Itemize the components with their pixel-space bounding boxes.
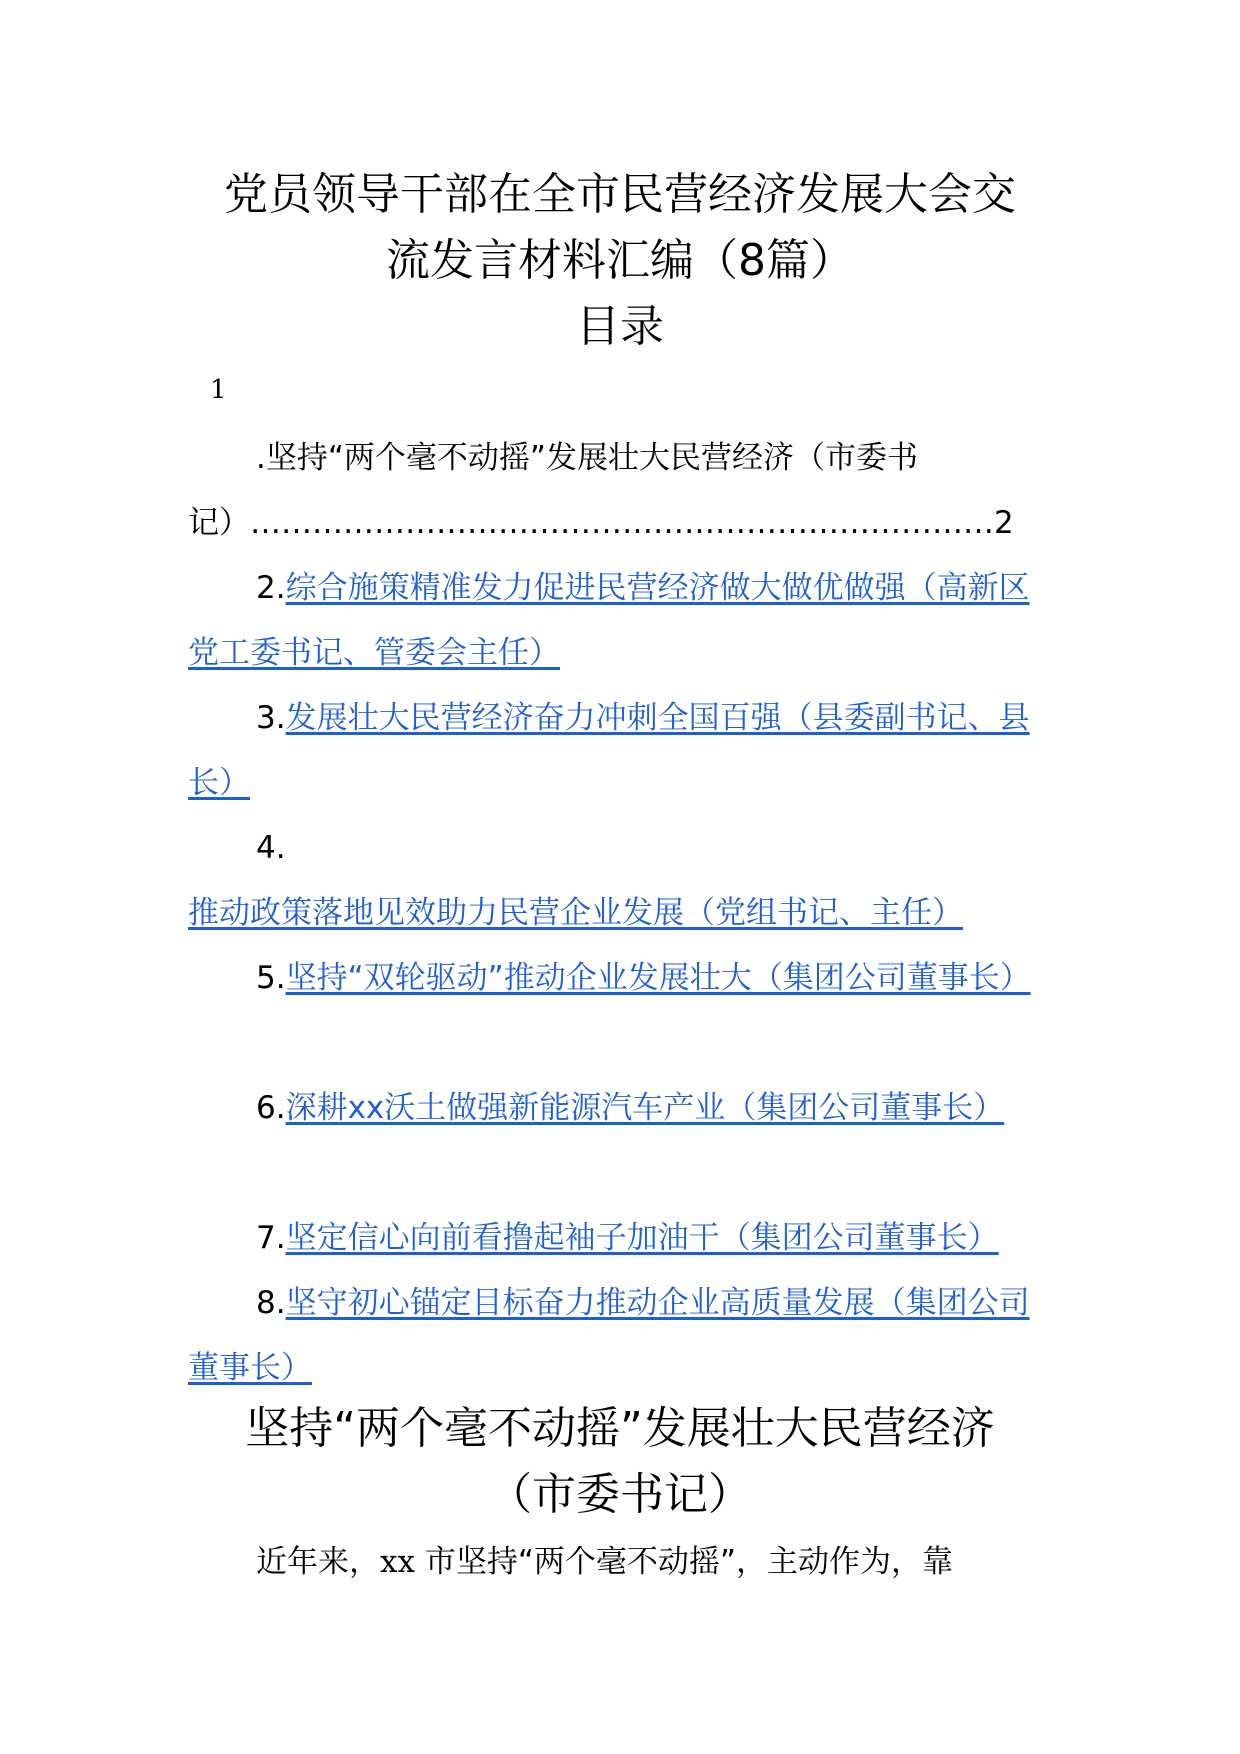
toc-item-4-prefix: 4.: [256, 830, 286, 866]
toc-item-3-prefix: 3.: [256, 700, 286, 736]
toc-item-1-page: 2: [994, 505, 1014, 541]
toc-item-1-dots: ………………………………………………………………: [250, 505, 994, 541]
document-title: [180, 162, 1060, 294]
toc-item-3: [188, 686, 1050, 816]
toc-item-1-text: 坚持“两个毫不动摇”发展壮大民营经济（市委书: [265, 440, 918, 476]
toc-link-5[interactable]: 坚持“双轮驱动”推动企业发展壮大（集团公司董事长）: [285, 960, 1031, 996]
article-body-paragraph: [188, 1532, 1050, 1592]
toc-item-5-prefix: 5.: [256, 960, 286, 996]
toc-item-7-prefix: 7.: [256, 1220, 286, 1256]
toc-link-8[interactable]: 坚守初心锚定目标奋力推动企业高质量发展（集团公司董事长）: [188, 1285, 1030, 1386]
toc-item-2: [188, 556, 1050, 686]
toc-item-1-prefix: .: [256, 440, 266, 476]
toc-item-1-text-cont: 记）: [188, 505, 250, 541]
toc-link-3[interactable]: 发展壮大民营经济奋力冲刺全国百强（县委副书记、县长）: [188, 700, 1030, 801]
toc-link-6[interactable]: 深耕xx沃土做强新能源汽车产业（集团公司董事长）: [285, 1090, 1005, 1126]
toc-item-6: [188, 1076, 1050, 1141]
toc-heading: 目录: [576, 301, 664, 352]
toc-link-2[interactable]: 综合施策精准发力促进民营经济做大做优做强（高新区党工委书记、管委会主任）: [188, 570, 1030, 671]
toc-item-1[interactable]: [188, 426, 1050, 556]
article-title: [180, 1396, 1060, 1528]
toc-item-8-prefix: 8.: [256, 1285, 286, 1321]
article-body-part3: 市坚持“两个毫不动摇”，主动作为，靠: [414, 1544, 953, 1580]
toc-item-1-number: 1: [210, 375, 227, 405]
toc-item-4: [188, 816, 1050, 946]
toc-item-5: [188, 946, 1050, 1011]
toc-link-4[interactable]: 推动政策落地见效助力民营企业发展（党组书记、主任）: [188, 895, 963, 931]
toc-item-6-prefix: 6.: [256, 1090, 286, 1126]
article-body-part1: 近年来，: [256, 1544, 380, 1580]
document-title-line1: 党员领导干部在全市民营经济发展大会交: [224, 169, 1016, 220]
toc-item-1-leader-line: [188, 491, 1050, 556]
article-title-line2: （市委书记）: [488, 1469, 752, 1520]
toc-link-7[interactable]: 坚定信心向前看撸起袖子加油干（集团公司董事长）: [285, 1220, 999, 1256]
toc-item-2-prefix: 2.: [256, 570, 286, 606]
article-body-part2: xx: [380, 1544, 415, 1580]
document-title-line2: 流发言材料汇编（8篇）: [386, 235, 854, 286]
toc-item-7: [188, 1206, 1050, 1271]
article-title-line1: 坚持“两个毫不动摇”发展壮大民营经济: [245, 1403, 995, 1454]
toc-item-8: [188, 1271, 1050, 1401]
